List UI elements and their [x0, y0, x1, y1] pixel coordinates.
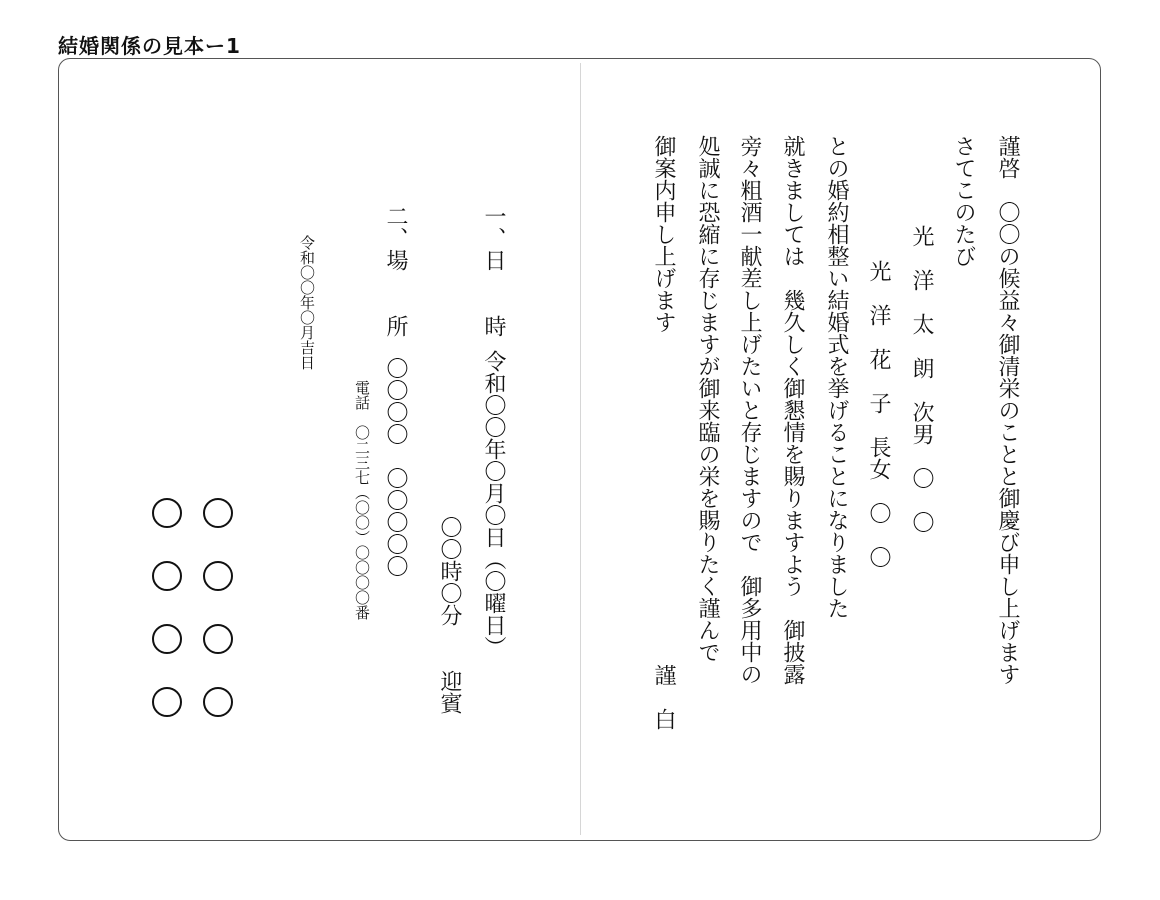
- fold-line: [580, 63, 581, 835]
- signatory-circle: [152, 498, 182, 528]
- signatory-block: [152, 498, 232, 717]
- signatory-circle: [203, 624, 233, 654]
- letter-line-greeting: 謹啓 〇〇の候益々御清栄のことと御慶び申し上げます: [995, 135, 1020, 685]
- letter-line-closing: 御案内申し上げます: [651, 135, 676, 333]
- groom-name-line: 光 洋 太 朗 次男 〇 〇: [909, 225, 934, 533]
- date-heading: 一、日 時: [481, 205, 506, 337]
- bride-name-line: 光 洋 花 子 長女 〇 〇: [866, 260, 891, 568]
- signatory-circle: [152, 624, 182, 654]
- letter-line-reception: 旁々粗酒一献差し上げたいと存じますので 御多用中の: [737, 135, 762, 685]
- letter-line-request: 就きましては 幾久しく御懇情を賜りますよう 御披露: [780, 135, 805, 685]
- letter-sign-off: 謹 白: [651, 664, 676, 730]
- letter-line-attendance: 処誠に恐縮に存じますが御来臨の栄を賜りたく謹んで: [695, 135, 720, 663]
- issued-date: 令和〇〇年〇月吉日: [298, 235, 316, 370]
- signatory-circle: [152, 561, 182, 591]
- venue-phone: 電話 〇二三七（〇〇）〇〇〇〇番: [353, 380, 371, 620]
- signatory-circle: [203, 687, 233, 717]
- signatory-circle: [203, 561, 233, 591]
- venue-name: 〇〇〇〇 〇〇〇〇〇: [383, 357, 408, 577]
- letter-line-intro: さてこのたび: [951, 135, 976, 267]
- place-heading: 二、場 所: [383, 205, 408, 337]
- time-value: 〇〇時〇分 迎賓: [437, 516, 462, 714]
- date-value: 令和〇〇年〇月〇日（〇曜日）: [481, 350, 506, 658]
- signatory-circle: [152, 687, 182, 717]
- signatory-circle: [203, 498, 233, 528]
- letter-line-engagement: との婚約相整い結婚式を挙げることになりました: [824, 135, 849, 619]
- page-title: 結婚関係の見本ー1: [58, 34, 241, 58]
